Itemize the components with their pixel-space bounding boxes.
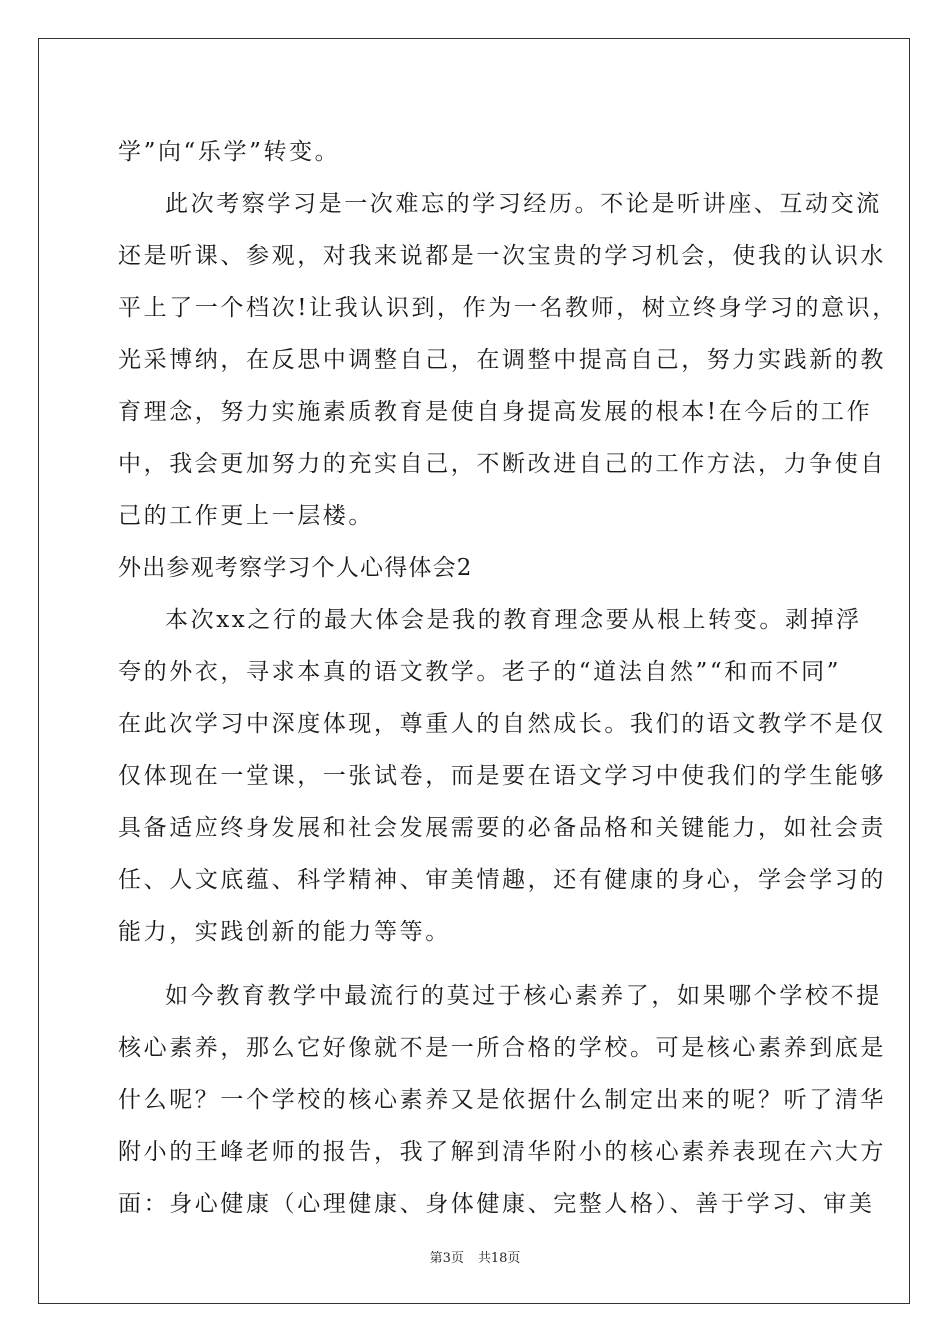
paragraph-gap [118,958,834,970]
text-line: 核心素养，那么它好像就不是一所合格的学校。可是核心素养到底是 [118,1035,886,1061]
paragraph-start-line: 此次考察学习是一次难忘的学习经历。不论是听讲座、互动交流 [165,191,882,217]
text-line: 具备适应终身发展和社会发展需要的必备品格和关键能力，如社会责 [118,815,886,841]
section-heading: 外出参观考察学习个人心得体会2 [118,555,473,581]
text-line: 还是听课、参观，对我来说都是一次宝贵的学习机会，使我的认识水 [118,243,886,269]
page-number: 第3页 [429,1251,464,1266]
text-line: 己的工作更上一层楼。 [118,503,374,529]
document-body [118,126,898,1230]
text-line: 平上了一个档次!让我认识到，作为一名教师，树立终身学习的意识， [118,295,898,321]
text-line: 光采博纳，在反思中调整自己，在调整中提高自己，努力实践新的教 [118,347,886,373]
text-line: 什么呢？一个学校的核心素养又是依据什么制定出来的呢？听了清华 [118,1087,886,1113]
text-line: 面：身心健康（心理健康、身体健康、完整人格）、善于学习、审美 [118,1191,875,1217]
text-line: 仅体现在一堂课，一张试卷，而是要在语文学习中使我们的学生能够 [118,763,886,789]
text-line: 任、人文底蕴、科学精神、审美情趣，还有健康的身心，学会学习的 [118,867,886,893]
paragraph-start-line: 本次xx之行的最大体会是我的教育理念要从根上转变。剥掉浮 [165,607,862,633]
page-total: 共18页 [477,1251,521,1266]
page-footer [0,1247,950,1266]
text-line: 学”向“乐学”转变。 [118,139,341,165]
paragraph-start-line: 如今教育教学中最流行的莫过于核心素养了，如果哪个学校不提 [165,983,882,1009]
text-line: 中，我会更加努力的充实自己，不断改进自己的工作方法，力争使自 [118,451,886,477]
text-line: 附小的王峰老师的报告，我了解到清华附小的核心素养表现在六大方 [118,1139,886,1165]
text-line: 夸的外衣，寻求本真的语文教学。老子的“道法自然”“和而不同” [118,659,842,685]
text-line: 在此次学习中深度体现，尊重人的自然成长。我们的语文教学不是仅 [118,711,886,737]
text-line: 育理念，努力实施素质教育是使自身提高发展的根本!在今后的工作 [118,399,873,425]
text-line: 能力，实践创新的能力等等。 [118,919,451,945]
